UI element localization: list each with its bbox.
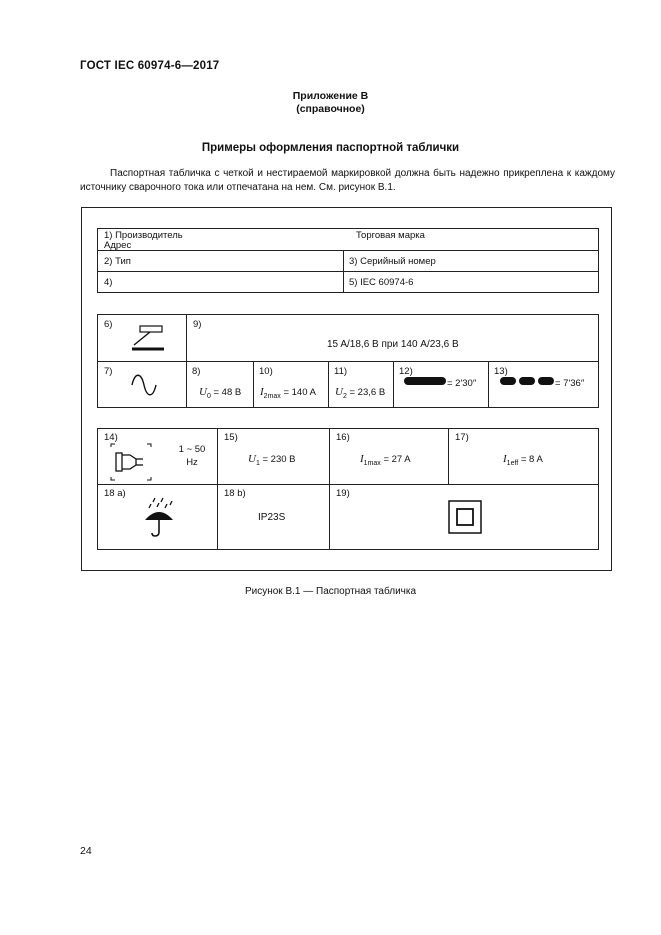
cell-12-label: 12) [399,366,413,377]
cell-14 [97,428,218,485]
annex-subtitle: (справочное) [296,103,365,115]
intermittent-duty-icon-3 [538,377,554,385]
plug-icon [110,443,152,481]
serial-label: 3) Серийный номер [349,256,436,267]
cell-14-label: 14) [104,432,118,443]
supply-phase-frequency: 1 ~ 50 [178,444,206,455]
intermittent-duty-icon-2 [519,377,535,385]
umbrella-rain-icon [142,497,176,539]
section-title: Примеры оформления паспортной таблички [201,142,460,154]
cell-18a [97,484,218,550]
cell-11 [328,361,394,408]
cell-12-value: = 2′30″ [447,378,477,389]
trademark-label: Торговая марка [356,230,425,241]
cell-18b [217,484,330,550]
cell-8-label: 8) [192,366,201,377]
cell-9-label: 9) [193,319,202,330]
continuous-duty-icon [404,377,446,385]
output-range-value: 15 A/18,6 В при 140 A/23,6 В [327,339,459,350]
sine-wave-icon [130,374,158,396]
supply-frequency-unit: Hz [186,457,198,468]
body-paragraph: Паспортная табличка с четкой и нестираемой маркировкой должна быть надежно прикреплена к каждому источнику сварочного тока или отпечатана на нем. См. рисунок В.1. [80,168,615,193]
cell-17-label: 17) [455,432,469,443]
rating-plate-frame [81,207,612,571]
standard-header: ГОСТ IEC 60974-6—2017 [80,60,220,72]
manufacturer-label: 1) Производитель [104,230,183,241]
cell-6 [97,314,187,362]
load-voltage: $U_2 = 23,6$ В [335,386,386,400]
cell-9 [186,314,599,362]
cell-8 [186,361,254,408]
cell-13 [488,361,599,408]
annex-title: Приложение В [292,90,369,102]
ip-rating: IP23S [258,512,286,523]
cell-12 [393,361,489,408]
cell-19 [329,484,599,550]
double-insulation-icon [448,500,482,534]
cell-10-label: 10) [259,366,273,377]
cell-15-label: 15) [224,432,238,443]
serial-cell [343,250,599,272]
type-cell [97,250,344,272]
supply-voltage: $U_1 = 230$ В [248,453,296,467]
effective-supply-current: $I_{1eff} = 8$ A [503,453,543,467]
cell-13-label: 13) [494,366,508,377]
cell-15 [217,428,330,485]
torch-icon [128,323,168,355]
cell-7 [97,361,187,408]
cell-19-label: 19) [336,488,350,499]
cell-16-label: 16) [336,432,350,443]
figure-caption: Рисунок В.1 — Паспортная табличка [244,586,417,597]
cell-4 [97,271,344,293]
cell-5 [343,271,599,293]
manufacturer-cell [97,228,599,251]
max-welding-current: $I_{2max} = 140$ A [260,386,316,400]
no-load-voltage: $U_0 = 48$ В [199,386,242,400]
cell-18b-label: 18 b) [224,488,246,499]
page-number: 24 [80,845,92,857]
cell-16 [329,428,449,485]
intermittent-duty-icon-1 [500,377,516,385]
cell-7-label: 7) [104,366,113,377]
cell-17 [448,428,599,485]
max-supply-current: $I_{1max} = 27$ A [360,453,411,467]
type-label: 2) Тип [104,256,131,267]
cell-11-label: 11) [334,366,348,377]
address-label: Адрес [104,240,132,251]
standard-ref-label: 5) IEC 60974-6 [349,277,414,288]
cell-10 [253,361,329,408]
cell-18a-label: 18 a) [104,488,126,499]
cell-4-label: 4) [104,277,113,288]
cell-6-label: 6) [104,319,113,330]
cell-13-value: = 7′36″ [555,378,585,389]
